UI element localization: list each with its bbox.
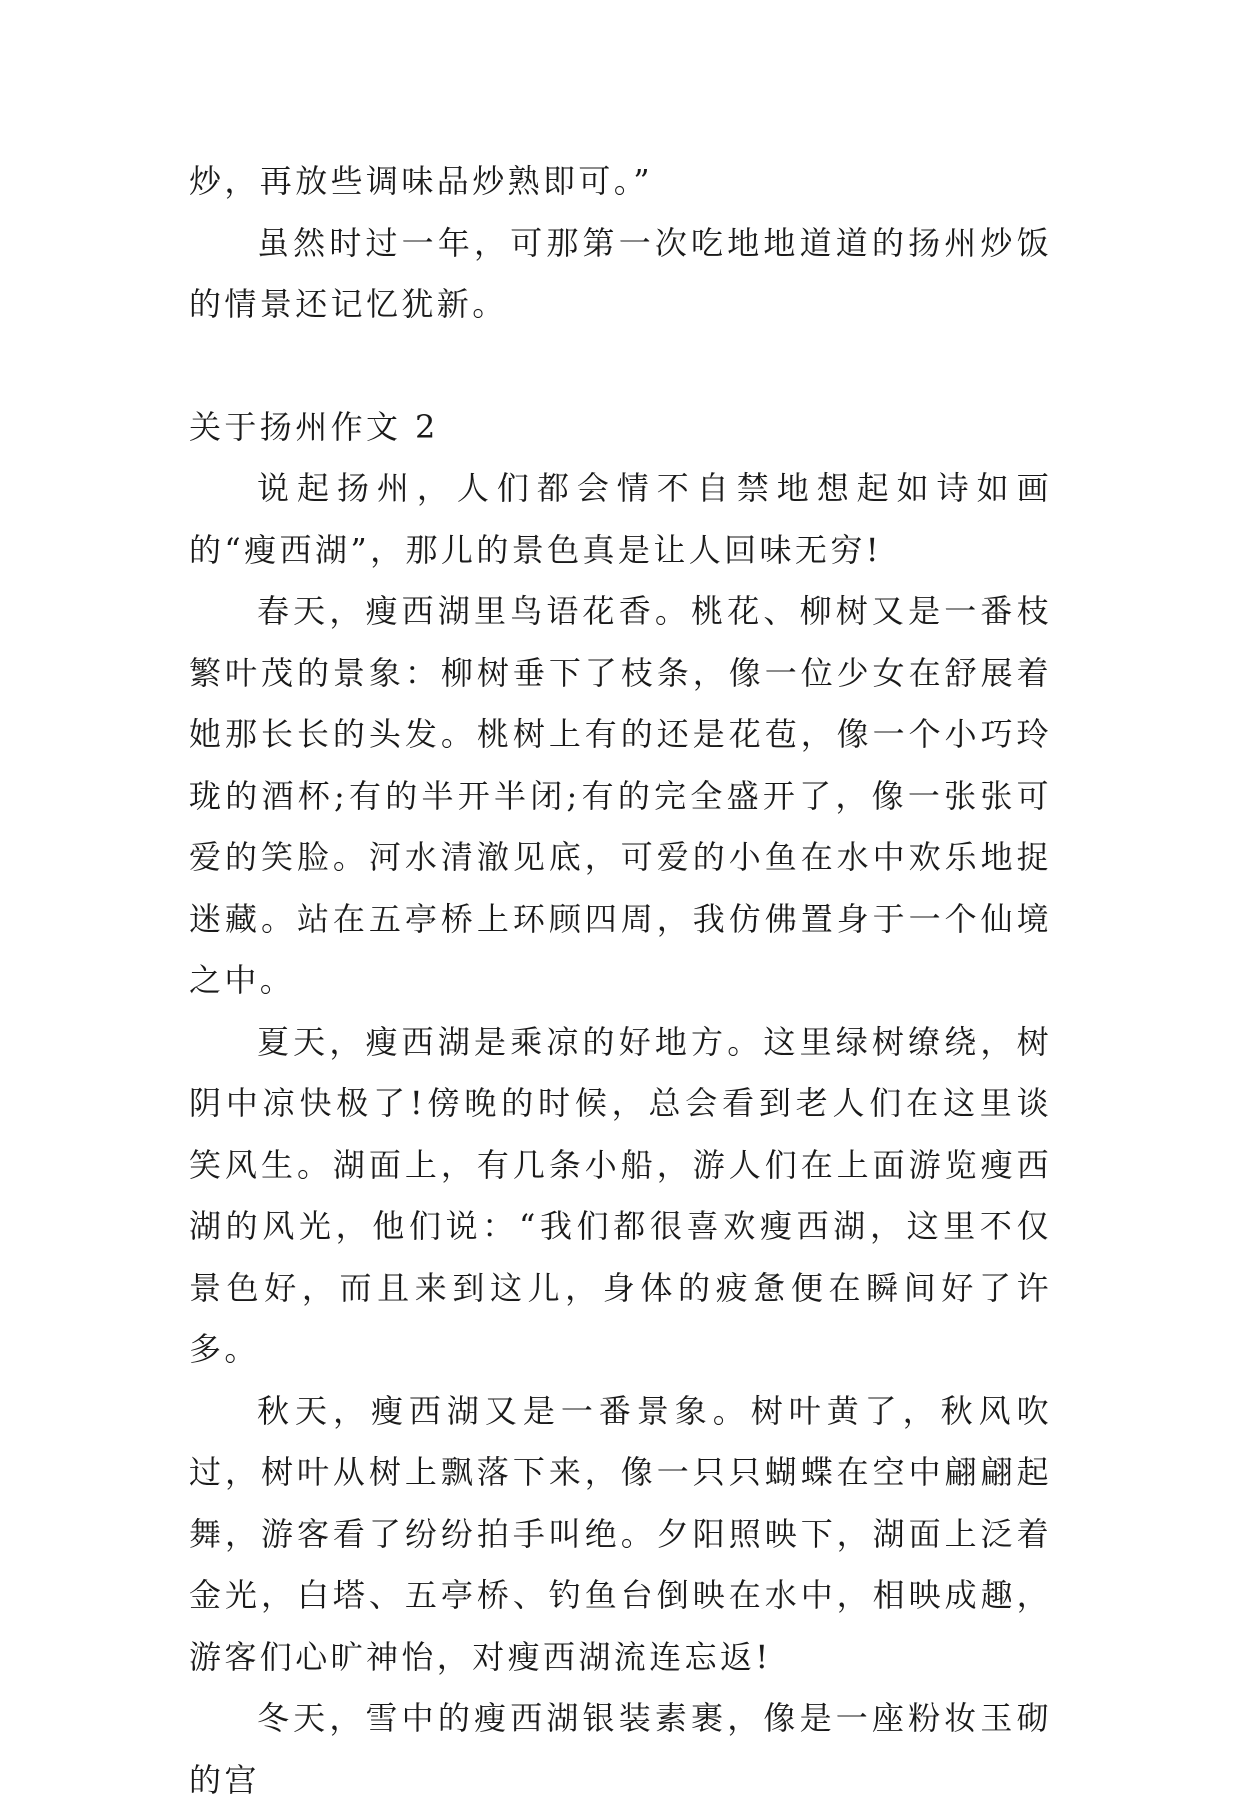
paragraph: 冬天，雪中的瘦西湖银装素裹，像是一座粉妆玉砌的宫 [189,1699,1052,1799]
section-spacer [189,336,1052,397]
paragraph: 虽然时过一年，可那第一次吃地地道道的扬州炒饭的情景还记忆犹新。 [189,223,1052,323]
document-body [189,151,1052,1811]
paragraph-continued: 炒，再放些调味品炒熟即可。” [189,162,653,200]
paragraph: 秋天，瘦西湖又是一番景象。树叶黄了，秋风吹过，树叶从树上飘落下来，像一只只蝴蝶在空中翩翩起舞，游客看了纷纷拍手叫绝。夕阳照映下，湖面上泛着金光，白塔、五亭桥、钓鱼台倒映在水中，相映成趣，游客们心旷神怡，对瘦西湖流连忘返! [189,1391,1052,1676]
paragraph: 春天，瘦西湖里鸟语花香。桃花、柳树又是一番枝繁叶茂的景象：柳树垂下了枝条，像一位少女在舒展着她那长长的头发。桃树上有的还是花苞，像一个小巧玲珑的酒杯;有的半开半闭;有的完全盛开了，像一张张可爱的笑脸。河水清澈见底，可爱的小鱼在水中欢乐地捉迷藏。站在五亭桥上环顾四周，我仿佛置身于一个仙境之中。 [189,592,1052,999]
paragraph: 说起扬州，人们都会情不自禁地想起如诗如画的“瘦西湖”，那儿的景色真是让人回味无穷! [189,469,1052,569]
paragraph: 夏天，瘦西湖是乘凉的好地方。这里绿树缭绕，树阴中凉快极了!傍晚的时候，总会看到老人们在这里谈笑风生。湖面上，有几条小船，游人们在上面游览瘦西湖的风光，他们说：“我们都很喜欢瘦西湖，这里不仅景色好，而且来到这儿，身体的疲惫便在瞬间好了许多。 [189,1022,1052,1368]
section-title: 关于扬州作文 2 [189,407,439,446]
